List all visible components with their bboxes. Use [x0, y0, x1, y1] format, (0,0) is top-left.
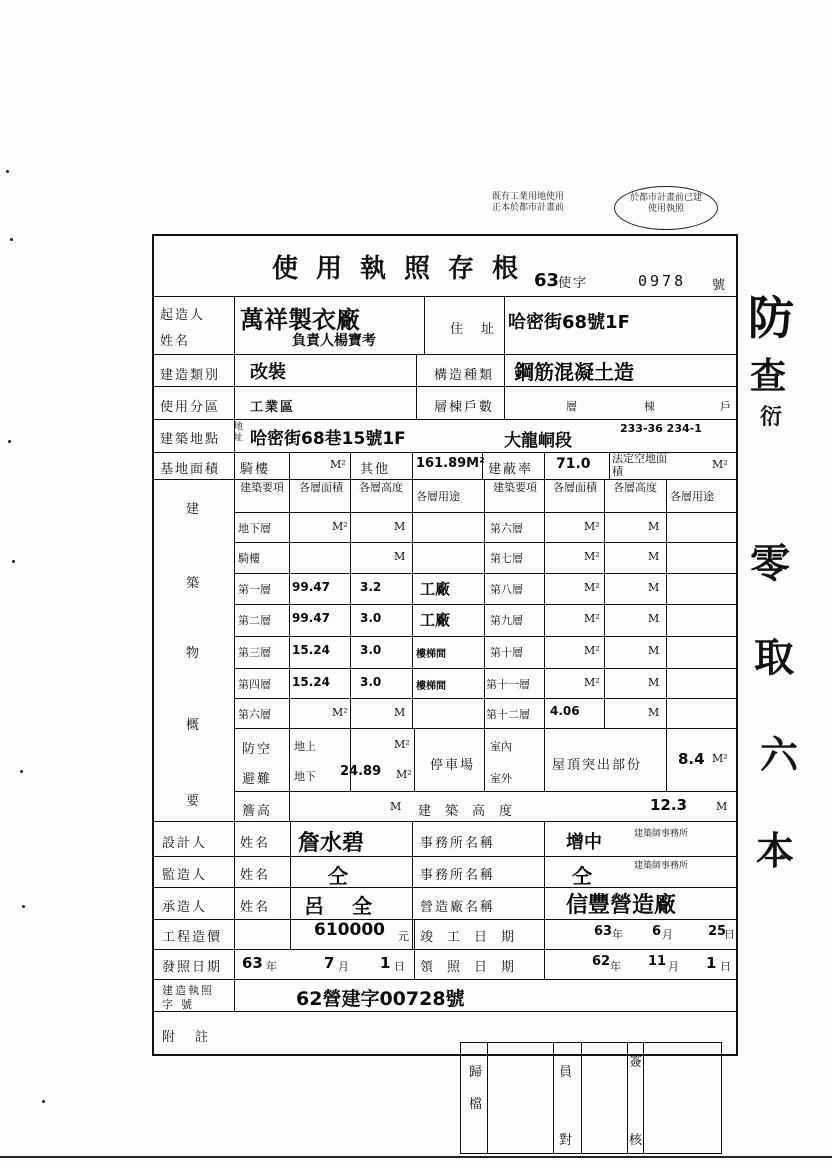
form-title: 使用執照存根 — [272, 254, 537, 284]
form-number: 0978 — [638, 272, 687, 290]
unit-m: M — [390, 800, 402, 813]
location-value: 哈密街68巷15號1F — [250, 429, 406, 449]
contractor-label: 承造人 — [162, 900, 208, 915]
left-row-2-name: 第一層 — [238, 583, 271, 596]
air-raid-a: 防空 — [242, 742, 273, 757]
issue-day-unit: 日 — [394, 960, 405, 973]
unit-m2: M² — [584, 612, 600, 625]
left-row-5-name: 第四層 — [238, 678, 271, 691]
receive-year-unit: 年 — [610, 960, 621, 973]
margin-char-4: 零 — [750, 541, 790, 587]
note-label: 附註 — [162, 1030, 229, 1045]
permit-label-b: 字號 — [162, 998, 200, 1011]
unit-m2: M² — [394, 738, 410, 751]
parking-in: 室內 — [490, 740, 512, 753]
bottom-edge — [0, 1156, 832, 1158]
left-row-5-area: 15.24 — [292, 675, 330, 689]
margin-char-7: 本 — [756, 829, 795, 873]
unit-m: M — [394, 550, 406, 563]
receive-month-unit: 月 — [668, 960, 679, 973]
left-row-3-name: 第二層 — [238, 614, 271, 627]
col-item-right: 建築要項 — [493, 481, 537, 494]
check-label: 對 — [559, 1133, 575, 1148]
contractor-name-label: 姓名 — [240, 900, 271, 915]
unit-m2: M² — [396, 768, 412, 781]
complete-year-unit: 年 — [612, 928, 623, 941]
margin-char-1: 防 — [748, 291, 794, 345]
unit-m: M — [648, 644, 660, 657]
top-stamp-circle-line2: 使用執照 — [647, 204, 684, 214]
unit-m2: M² — [712, 752, 728, 765]
supervisor-label: 監造人 — [162, 868, 208, 883]
contractor-office-label: 營造廠名稱 — [420, 900, 496, 915]
col-use-left: 各層用途 — [416, 490, 460, 503]
col-item-left: 建築要項 — [240, 481, 284, 494]
designer-office: 增中 — [566, 832, 602, 853]
floors-unit-3: 戶 — [720, 400, 731, 413]
other-label: 其他 — [360, 462, 391, 477]
left-row-3-area: 99.47 — [292, 611, 330, 625]
col-height-left: 各層高度 — [359, 481, 403, 494]
permit-value: 62營建字00728號 — [296, 988, 465, 1010]
unit-m: M — [648, 612, 660, 625]
archive-label: 歸 — [469, 1065, 485, 1080]
col-area-right: 各層面積 — [553, 481, 597, 494]
receive-label: 領照日期 — [420, 960, 529, 975]
unit-m: M — [648, 520, 660, 533]
legal-label: 法定空地面積 — [612, 452, 667, 478]
supervisor-name: 仝 — [328, 864, 348, 888]
receive-day: 1 — [706, 954, 717, 972]
form-number-word: 使字 — [558, 276, 589, 291]
col-height-right: 各層高度 — [613, 481, 657, 494]
permit-stub-form — [152, 234, 738, 1056]
right-row-3-name: 第九層 — [490, 614, 523, 627]
speck — [20, 770, 23, 773]
parking-label: 停車場 — [430, 758, 476, 773]
supervisor-stamp: 建築師事務所 — [634, 861, 689, 871]
col-area-left: 各層面積 — [299, 481, 343, 494]
right-row-4-name: 第十層 — [490, 646, 523, 659]
roof-value: 8.4 — [678, 750, 705, 768]
unit-m2: M² — [584, 644, 600, 657]
complete-day-unit: 日 — [724, 928, 735, 941]
top-stamp-circle — [614, 186, 718, 230]
arcade-unit: M² — [330, 458, 346, 471]
category-label: 建造類別 — [160, 368, 221, 383]
left-row-4-name: 第三層 — [238, 646, 271, 659]
sign-label: 簽 — [629, 1055, 645, 1070]
legal-unit: M² — [712, 458, 728, 471]
unit-m: M — [648, 581, 660, 594]
address-value: 哈密街68號1F — [508, 312, 630, 333]
site-area-label: 基地面積 — [160, 462, 221, 477]
staff-label: 員 — [559, 1065, 575, 1080]
overview-side-3: 物 — [186, 646, 202, 661]
top-stamp-circle-line1: 於都市計畫前已建 — [629, 193, 702, 203]
approve-label: 核 — [629, 1133, 645, 1148]
complete-month: 6 — [652, 924, 662, 939]
right-row-5-name: 第十一層 — [486, 678, 530, 691]
unit-m: M — [648, 706, 660, 719]
builder-name: 萬祥製衣廠 — [240, 306, 360, 334]
location-lot-no: 233-36 234-1 — [620, 422, 702, 435]
overview-side-5: 要 — [186, 794, 202, 809]
left-row-1-name: 騎樓 — [238, 552, 260, 565]
right-row-6-name: 第十二層 — [486, 708, 530, 721]
cost-label: 工程造價 — [162, 930, 223, 945]
issue-year: 63 — [242, 954, 263, 972]
speck — [22, 905, 25, 908]
left-row-5-use: 樓梯間 — [416, 681, 446, 692]
unit-m2: M² — [584, 581, 600, 594]
right-row-6-area: 4.06 — [550, 704, 580, 718]
issue-day: 1 — [380, 954, 391, 972]
air-raid-b: 避難 — [242, 772, 273, 787]
below-value: 24.89 — [340, 764, 382, 779]
arcade-label: 騎樓 — [240, 462, 271, 477]
receive-year: 62 — [592, 954, 611, 969]
unit-m2: M² — [584, 550, 600, 563]
supervisor-name-label: 姓名 — [240, 868, 271, 883]
left-row-6-name: 第六層 — [238, 708, 271, 721]
speck — [10, 238, 13, 241]
below-label: 地下 — [294, 770, 316, 783]
location-lot: 大龍峒段 — [504, 431, 572, 451]
unit-m: M — [394, 706, 406, 719]
right-row-2-name: 第八層 — [490, 583, 523, 596]
issue-label: 發照日期 — [162, 960, 223, 975]
overview-side-1: 建 — [186, 502, 202, 517]
category-value: 改裝 — [250, 362, 286, 383]
designer-office-label: 事務所名稱 — [420, 836, 496, 851]
top-stamp-text — [492, 192, 612, 214]
structure-label: 構造種類 — [434, 368, 495, 383]
unit-m2: M² — [332, 520, 348, 533]
speck — [8, 440, 11, 443]
margin-char-3: 衍 — [760, 405, 783, 430]
roof-label: 屋頂突出部份 — [552, 758, 643, 773]
zone-label: 使用分區 — [160, 400, 221, 415]
complete-day: 25 — [708, 924, 727, 939]
unit-m2: M² — [584, 520, 600, 533]
address-label: 住址 — [450, 322, 513, 337]
right-row-1-name: 第七層 — [490, 552, 523, 565]
other-value: 161.89M² — [416, 456, 485, 471]
coverage-value: 71.0 — [556, 456, 591, 472]
speck — [6, 170, 9, 173]
builder-rep: 負責人楊寶考 — [292, 333, 376, 349]
designer-name: 詹水碧 — [298, 831, 365, 856]
contractor-office: 信豐營造廠 — [566, 893, 677, 918]
left-row-3-height: 3.0 — [360, 611, 382, 625]
receive-day-unit: 日 — [720, 960, 731, 973]
unit-m2: M² — [332, 706, 348, 719]
speck — [12, 560, 15, 563]
form-number-suffix: 號 — [712, 278, 728, 293]
archive-sign-box — [460, 1042, 722, 1154]
top-stamp-line2: 正本於都市計畫前 — [492, 203, 565, 213]
designer-label: 設計人 — [162, 836, 208, 851]
unit-m: M — [648, 550, 660, 563]
speck — [42, 1100, 45, 1103]
bldg-height-label: 建築高度 — [418, 804, 527, 819]
left-row-4-height: 3.0 — [360, 643, 382, 657]
cost-value: 610000 — [314, 920, 385, 940]
complete-month-unit: 月 — [662, 928, 673, 941]
issue-month: 7 — [324, 954, 335, 972]
complete-label: 竣工日期 — [420, 930, 529, 945]
left-row-2-use: 工廠 — [420, 580, 451, 598]
left-row-0-name: 地下層 — [238, 522, 271, 535]
form-number-prefix: 63 — [534, 270, 560, 291]
parking-out: 室外 — [490, 772, 512, 785]
location-label: 建築地點 — [160, 432, 221, 447]
designer-name-label: 姓名 — [240, 836, 271, 851]
unit-m2: M² — [584, 676, 600, 689]
builder-label-a: 起造人 — [160, 308, 206, 323]
designer-stamp: 建築師事務所 — [634, 829, 689, 839]
issue-month-unit: 月 — [338, 960, 349, 973]
zone-value: 工業區 — [250, 400, 296, 415]
complete-year: 63 — [594, 924, 613, 939]
unit-m: M — [394, 520, 406, 533]
overview-side-2: 築 — [186, 576, 202, 591]
permit-label-a: 建造執照 — [162, 984, 214, 997]
unit-m: M — [716, 800, 728, 813]
eave-label: 簷高 — [242, 804, 273, 819]
margin-char-2: 查 — [750, 356, 787, 397]
floors-unit-1: 層 — [566, 400, 577, 413]
left-row-2-height: 3.2 — [360, 580, 382, 594]
top-stamp-line1: 既有工業用地使用 — [492, 192, 565, 202]
coverage-label: 建蔽率 — [488, 462, 534, 477]
margin-char-6: 六 — [760, 733, 799, 777]
left-row-4-use: 樓梯間 — [416, 649, 446, 660]
right-row-0-name: 第六層 — [490, 522, 523, 535]
location-sub: 地址 — [234, 422, 244, 443]
supervisor-office: 仝 — [572, 864, 592, 888]
above-label: 地上 — [294, 740, 316, 753]
left-row-5-height: 3.0 — [360, 675, 382, 689]
builder-label-b: 姓名 — [160, 334, 191, 349]
supervisor-office-label: 事務所名稱 — [420, 868, 496, 883]
left-row-2-area: 99.47 — [292, 580, 330, 594]
left-row-3-use: 工廠 — [420, 611, 451, 629]
col-use-right: 各層用途 — [670, 490, 714, 503]
bldg-height-value: 12.3 — [650, 796, 688, 814]
cost-unit: 元 — [398, 930, 409, 943]
archive-label-2: 檔 — [469, 1097, 485, 1112]
overview-side-4: 概 — [186, 718, 202, 733]
issue-year-unit: 年 — [266, 960, 277, 973]
contractor-name: 呂全 — [304, 894, 400, 918]
left-row-4-area: 15.24 — [292, 643, 330, 657]
unit-m: M — [648, 676, 660, 689]
structure-value: 鋼筋混凝土造 — [514, 360, 634, 384]
margin-char-5: 取 — [754, 635, 794, 681]
floors-unit-2: 棟 — [644, 400, 655, 413]
receive-month: 11 — [648, 954, 667, 969]
floors-label: 層棟戶數 — [434, 400, 495, 415]
